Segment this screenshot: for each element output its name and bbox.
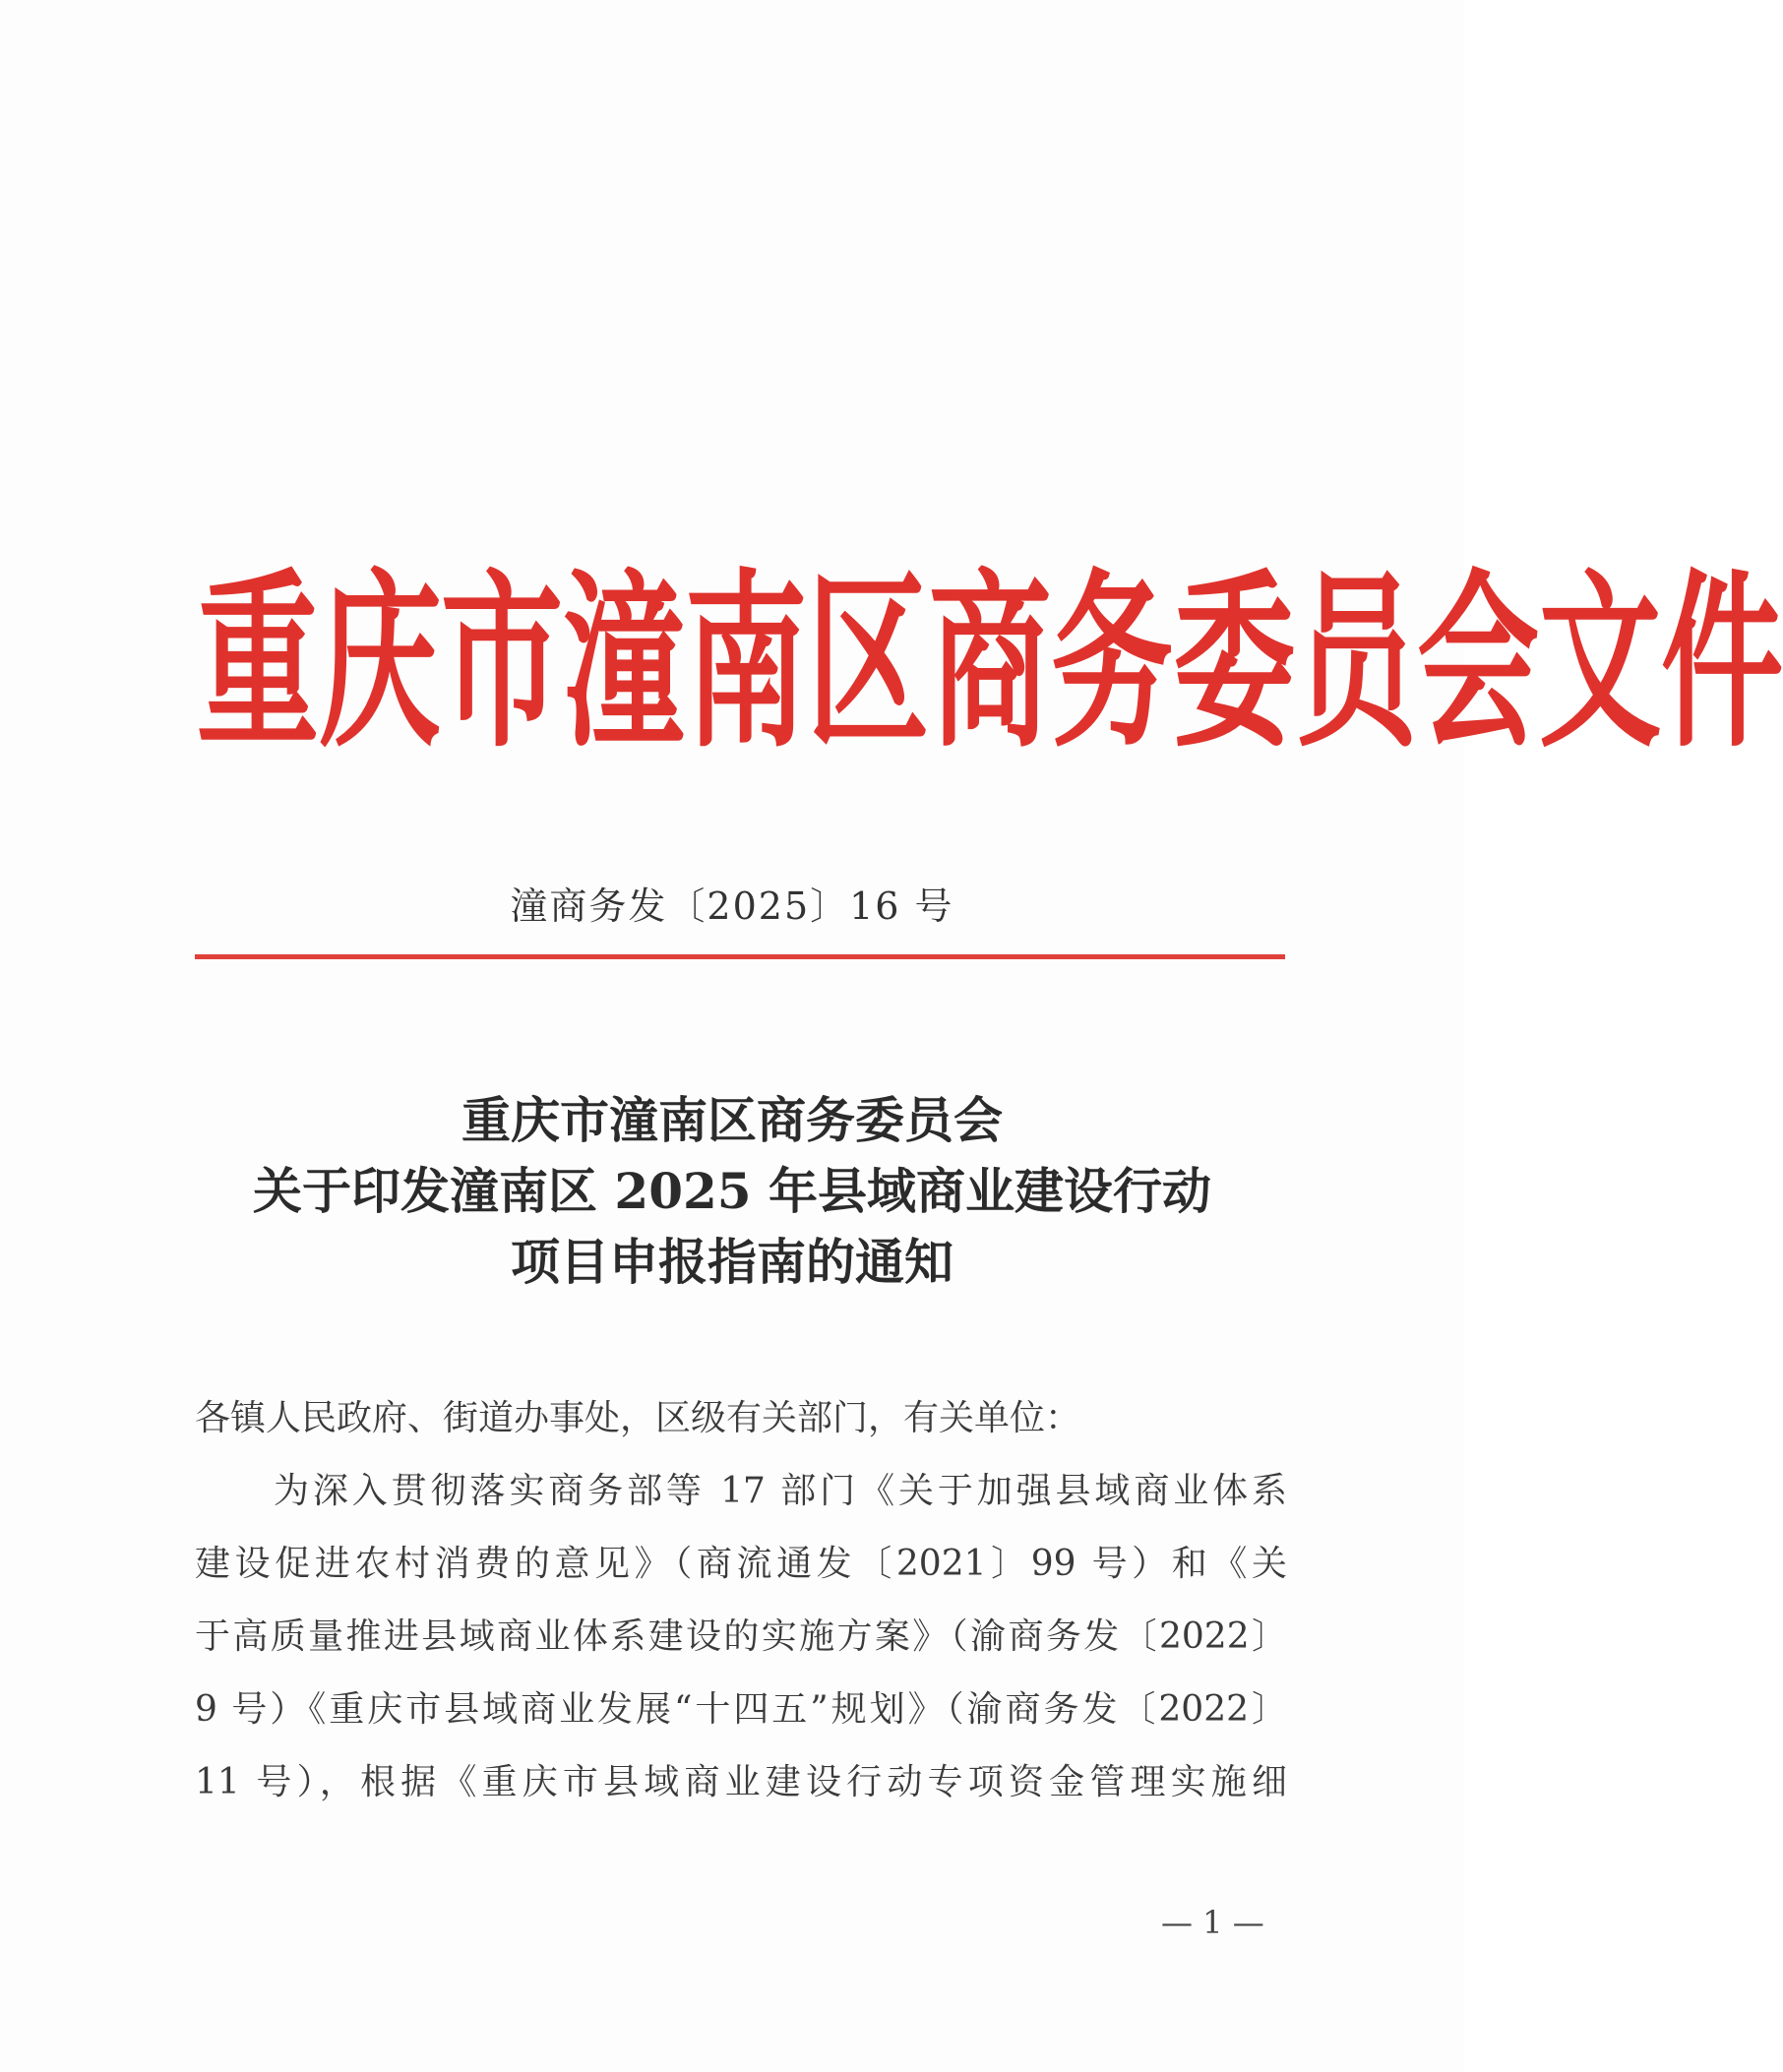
title-line-3: 项目申报指南的通知 — [511, 1233, 953, 1291]
masthead-title — [197, 554, 1783, 774]
title-line-1: 重庆市潼南区商务委员会 — [461, 1091, 1003, 1149]
masthead-char: 市 — [441, 554, 564, 774]
body-line: 11 号），根据《重庆市县域商业建设行动专项资金管理实施细 — [195, 1762, 1287, 1802]
body-line: 建设促进农村消费的意见》（商流通发〔2021〕99 号）和《关 — [195, 1544, 1287, 1584]
masthead-char: 庆 — [319, 554, 442, 774]
masthead-char: 潼 — [563, 554, 686, 774]
masthead-char: 会 — [1417, 554, 1540, 774]
document-body — [195, 1382, 1287, 1819]
masthead-char: 务 — [1051, 554, 1174, 774]
title-line-2: 关于印发潼南区 2025 年县域商业建设行动 — [253, 1162, 1211, 1220]
body-line: 为深入贯彻落实商务部等 17 部门《关于加强县域商业体系 — [274, 1471, 1287, 1511]
masthead-char: 区 — [807, 554, 930, 774]
red-divider-line — [195, 954, 1285, 959]
document-number: 潼商务发〔2025〕16 号 — [510, 884, 954, 928]
masthead-char: 委 — [1173, 554, 1296, 774]
body-line: 9 号）《重庆市县域商业发展“十四五”规划》（渝商务发〔2022〕 — [195, 1689, 1287, 1730]
document-title — [0, 1085, 1464, 1298]
masthead-char: 件 — [1661, 554, 1783, 774]
masthead-char: 商 — [929, 554, 1052, 774]
salutation: 各镇人民政府、街道办事处，区级有关部门，有关单位： — [195, 1398, 1081, 1438]
masthead-char: 重 — [197, 554, 320, 774]
masthead-char: 员 — [1295, 554, 1418, 774]
body-line: 于高质量推进县域商业体系建设的实施方案》（渝商务发〔2022〕 — [195, 1616, 1287, 1657]
masthead-char: 文 — [1539, 554, 1662, 774]
page-number: — 1 — — [1161, 1904, 1264, 1941]
masthead-char: 南 — [685, 554, 808, 774]
